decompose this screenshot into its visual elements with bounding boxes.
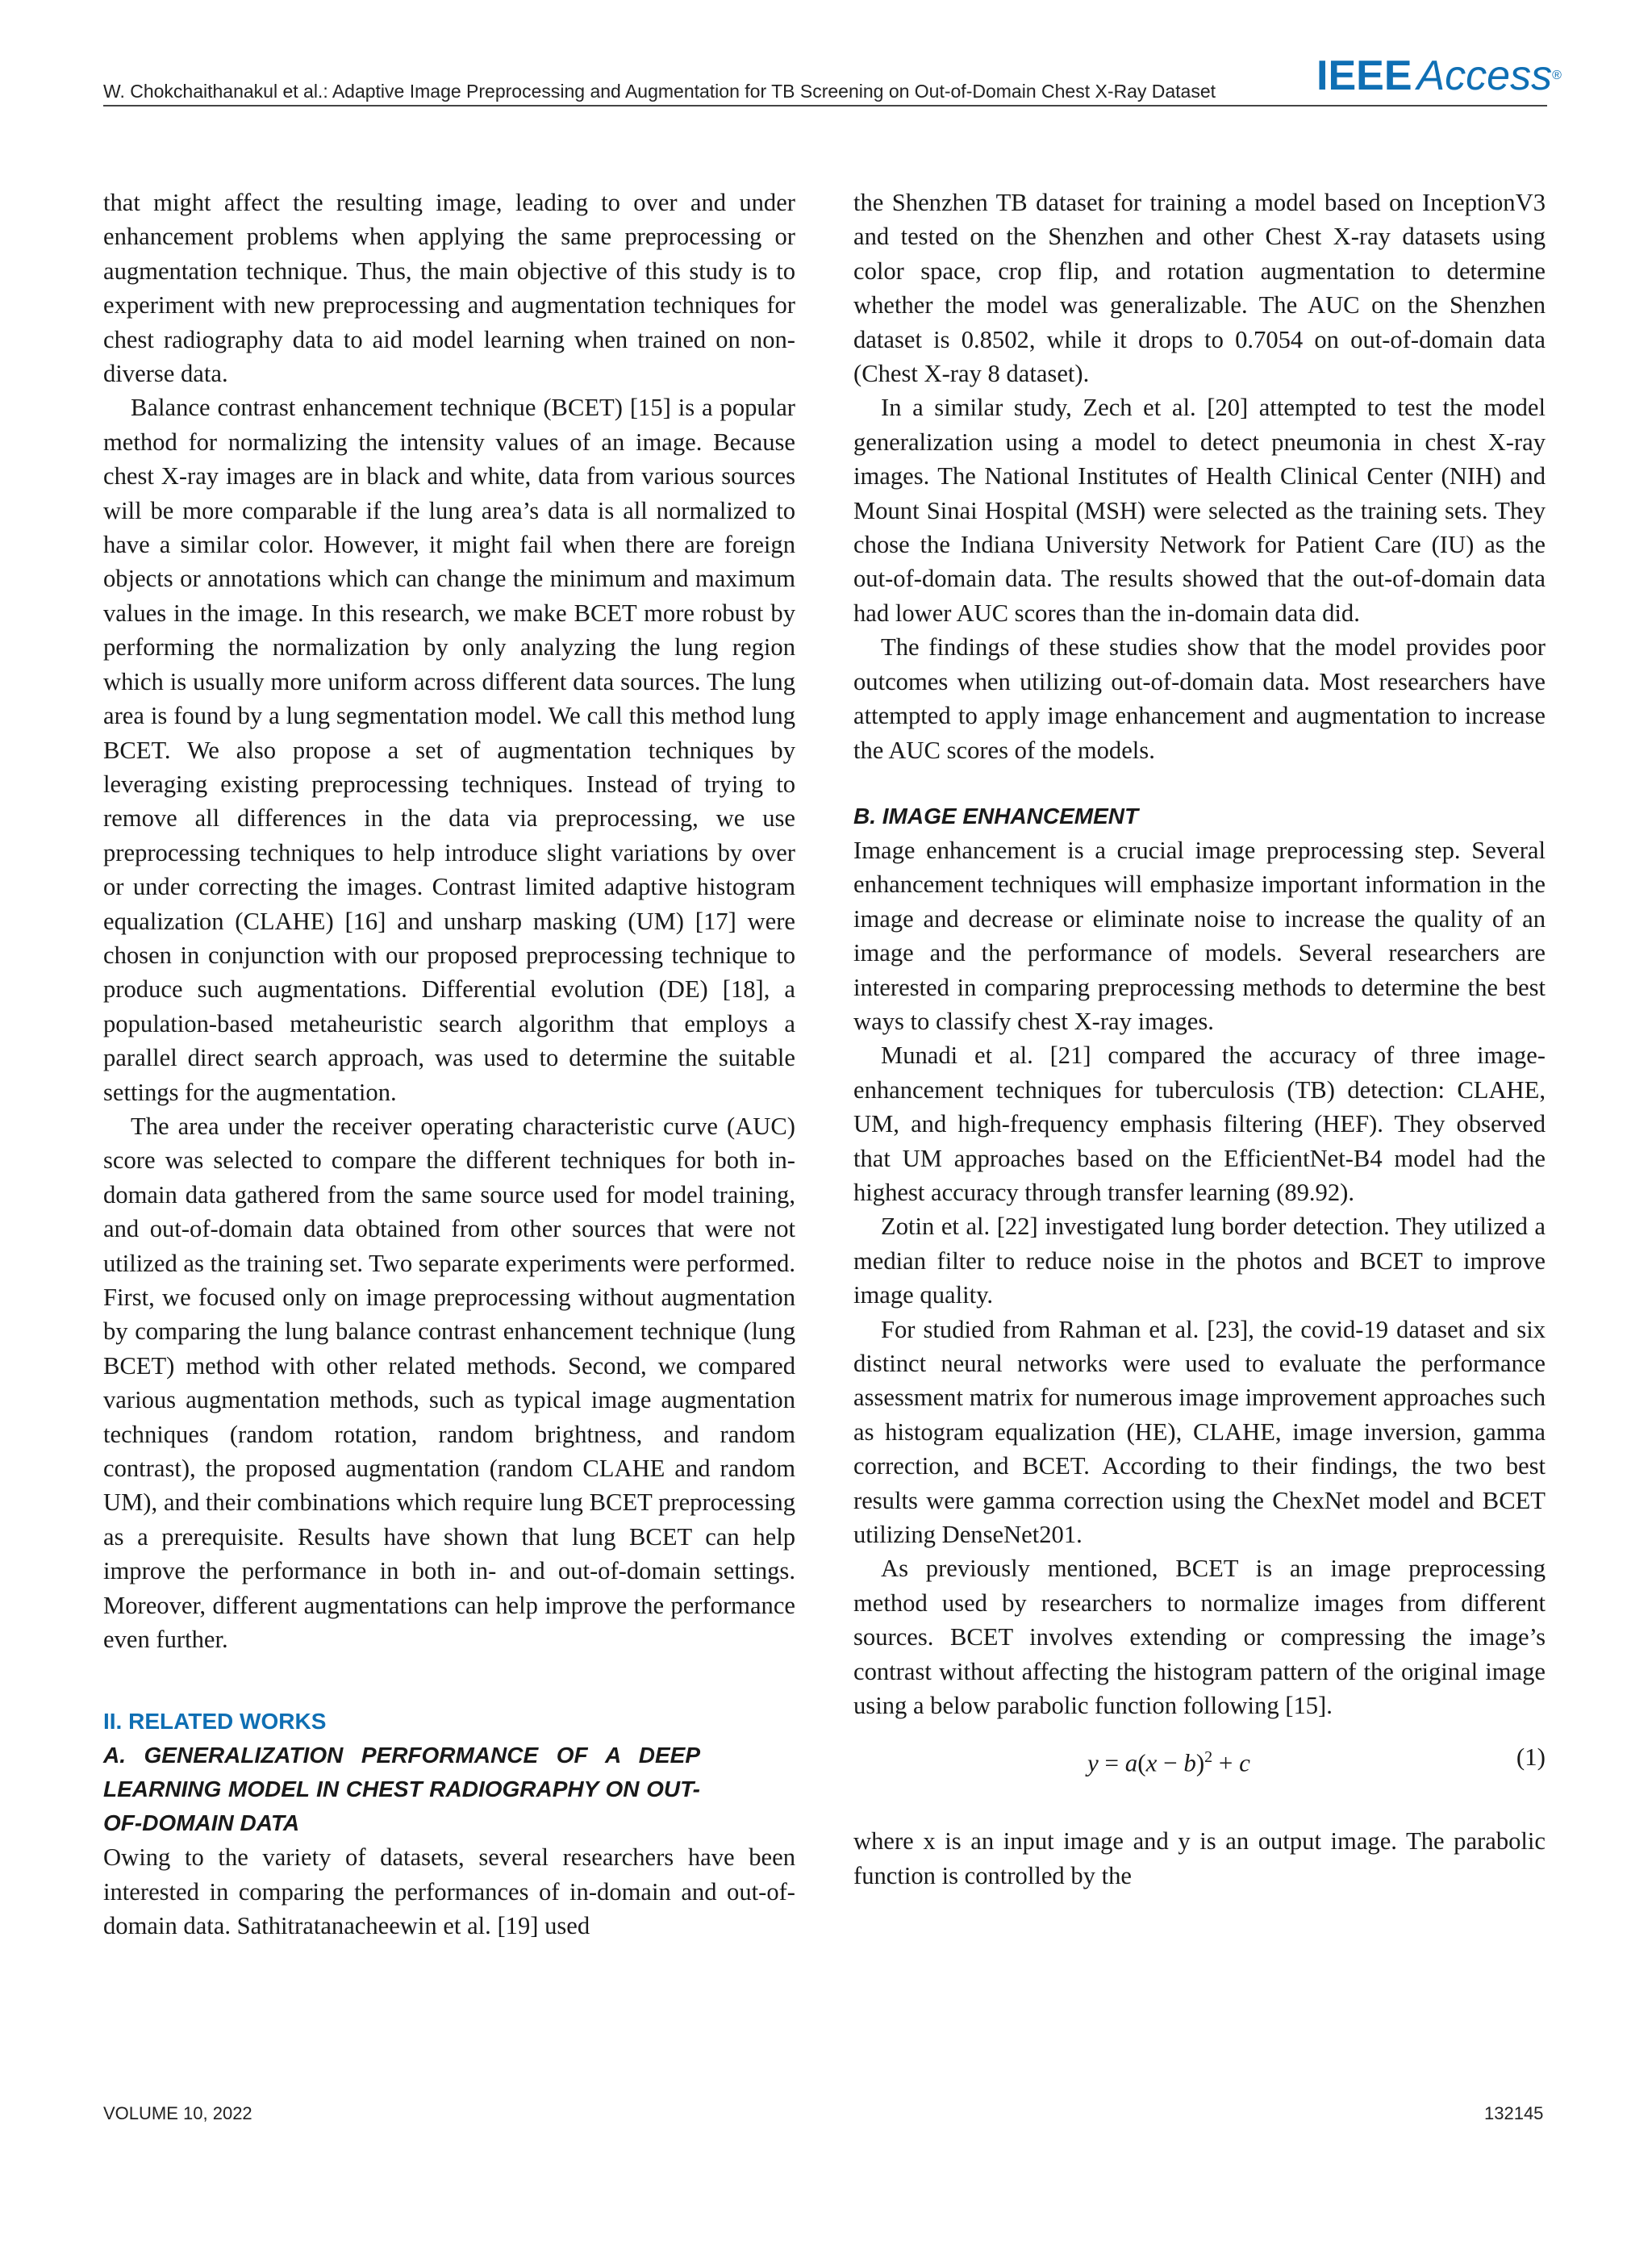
right-column [853, 186, 1546, 1893]
equation-1 [853, 1729, 1546, 1776]
paragraph: where x is an input image and y is an output image. The parabolic function is controlled by the [853, 1827, 1546, 1889]
footer-page-number: 132145 [1484, 2103, 1544, 2123]
footer-volume: VOLUME 10, 2022 [103, 2103, 252, 2123]
running-title: W. Chokchaithanakul et al.: Adaptive Image Preprocessing and Augmentation for TB Screening on Out-of-Domain Chest X-Ray Dataset [103, 81, 1216, 102]
logo-registered-mark: ® [1552, 69, 1562, 82]
left-column [103, 186, 795, 1943]
ieee-access-logo [1316, 52, 1562, 100]
paragraph: Image enhancement is a crucial image preprocessing step. Several enhancement techniques will emphasize important information in the image and decrease or eliminate noise to increase the quality of an image and the performance of models. Several researchers are interested in comparing preprocessing methods to determine the best ways to classify chest X-ray images. [853, 836, 1546, 1035]
logo-access: Access [1416, 52, 1553, 99]
paragraph: the Shenzhen TB dataset for training a model based on InceptionV3 and tested on the Shenzhen and other Chest X-ray datasets using color space, crop flip, and rotation augmentation to determine whether the model was generalizable. The AUC on the Shenzhen dataset is 0.8502, while it drops to 0.7054 on out-of-domain data (Chest X-ray 8 dataset). [853, 189, 1546, 388]
paragraph: For studied from Rahman et al. [23], the covid-19 dataset and six distinct neural networks were used to evaluate the performance assessment matrix for numerous image improvement approaches such as histogram equalization (HE), CLAHE, image inversion, gamma correction, and BCET. According to their findings, the two best results were gamma correction using the ChexNet model and BCET utilizing DenseNet201. [853, 1315, 1546, 1549]
paragraph: Balance contrast enhancement technique (BCET) [15] is a popular method for normalizing the intensity values of an image. Because chest X-ray images are in black and white, data from various sources will be more comparable if the lung area’s data is all normalized to have a similar color. However, it might fail when there are foreign objects or annotations which can change the minimum and maximum values in the image. In this research, we make BCET more robust by performing the normalization by only analyzing the lung region which is usually more uniform across different data sources. The lung area is found by a lung segmentation model. We call this method lung BCET. We also propose a set of augmentation techniques by leveraging existing preprocessing techniques. Instead of trying to remove all differences in the data via preprocessing, we use preprocessing techniques to help introduce slight variations by over or under correcting the images. Contrast limited adaptive histogram equalization (CLAHE) [16] and unsharp masking (UM) [17] were chosen in conjunction with our proposed preprocessing technique to produce such augmentations. Differential evolution (DE) [18], a population-based metaheuristic search algorithm that employs a parallel direct search approach, was used to determine the suitable settings for the augmentation. [103, 394, 795, 1106]
subsection-heading: B. IMAGE ENHANCEMENT [853, 803, 1139, 829]
section-heading: II. RELATED WORKS [103, 1709, 327, 1735]
paragraph: As previously mentioned, BCET is an image preprocessing method used by researchers to normalize images from different sources. BCET involves extending or compressing the image’s contrast without affecting the histogram pattern of the original image using a below parabolic function following [15]. [853, 1555, 1546, 1720]
paragraph: The findings of these studies show that the model provides poor outcomes when utilizing out-of-domain data. Most researchers have attempted to apply image enhancement and augmentation to increase the AUC scores of the models. [853, 633, 1546, 764]
paragraph: In a similar study, Zech et al. [20] attempted to test the model generalization using a model to detect pneumonia in chest X-ray images. The National Institutes of Health Clinical Center (NIH) and Mount Sinai Hospital (MSH) were selected as the training sets. They chose the Indiana University Network for Patient Care (IU) as the out-of-domain data. The results showed that the out-of-domain data had lower AUC scores than the in-domain data did. [853, 394, 1546, 627]
equation-number: (1) [1516, 1743, 1546, 1772]
paragraph: Munadi et al. [21] compared the accuracy of three image-enhancement techniques for tuberculosis (TB) detection: CLAHE, UM, and high-frequency emphasis filtering (HEF). They observed that UM approaches based on the EfficientNet-B4 model had the highest accuracy through transfer learning (89.92). [853, 1042, 1546, 1206]
logo-ieee: IEEE [1316, 52, 1412, 99]
subsection-heading: A. GENERALIZATION PERFORMANCE OF A DEEP LEARNING MODEL IN CHEST RADIOGRAPHY ON OUT-OF-DOMAIN DATA [103, 1743, 700, 1836]
paragraph: The area under the receiver operating characteristic curve (AUC) score was selected to compare the different techniques for both in-domain data gathered from the same source used for model training, and out-of-domain data obtained from other sources that were not utilized as the training set. Two separate experiments were performed. First, we focused only on image preprocessing without augmentation by comparing the lung balance contrast enhancement technique (lung BCET) method with other related methods. Second, we compared various augmentation methods, such as typical image augmentation techniques (random rotation, random brightness, and random contrast), the proposed augmentation (random CLAHE and random UM), and their combinations which require lung BCET preprocessing as a prerequisite. Results have shown that lung BCET can help improve the performance in both in- and out-of-domain settings. Moreover, different augmentations can help improve the performance even further. [103, 1112, 795, 1654]
paragraph: Zotin et al. [22] investigated lung border detection. They utilized a median filter to reduce noise in the photos and BCET to improve image quality. [853, 1213, 1546, 1309]
paragraph: Owing to the variety of datasets, several researchers have been interested in comparing the performances of in-domain and out-of-domain data. Sathitratanacheewin et al. [19] used [103, 1843, 795, 1940]
header-rule [103, 105, 1547, 106]
paragraph: that might affect the resulting image, leading to over and under enhancement problems when applying the same preprocessing or augmentation technique. Thus, the main objective of this study is to experiment with new preprocessing and augmentation techniques for chest radiography data to aid model learning when trained on non-diverse data. [103, 189, 795, 388]
equation-body: $y = a(x - b)^2 + c$ [1087, 1748, 1250, 1777]
